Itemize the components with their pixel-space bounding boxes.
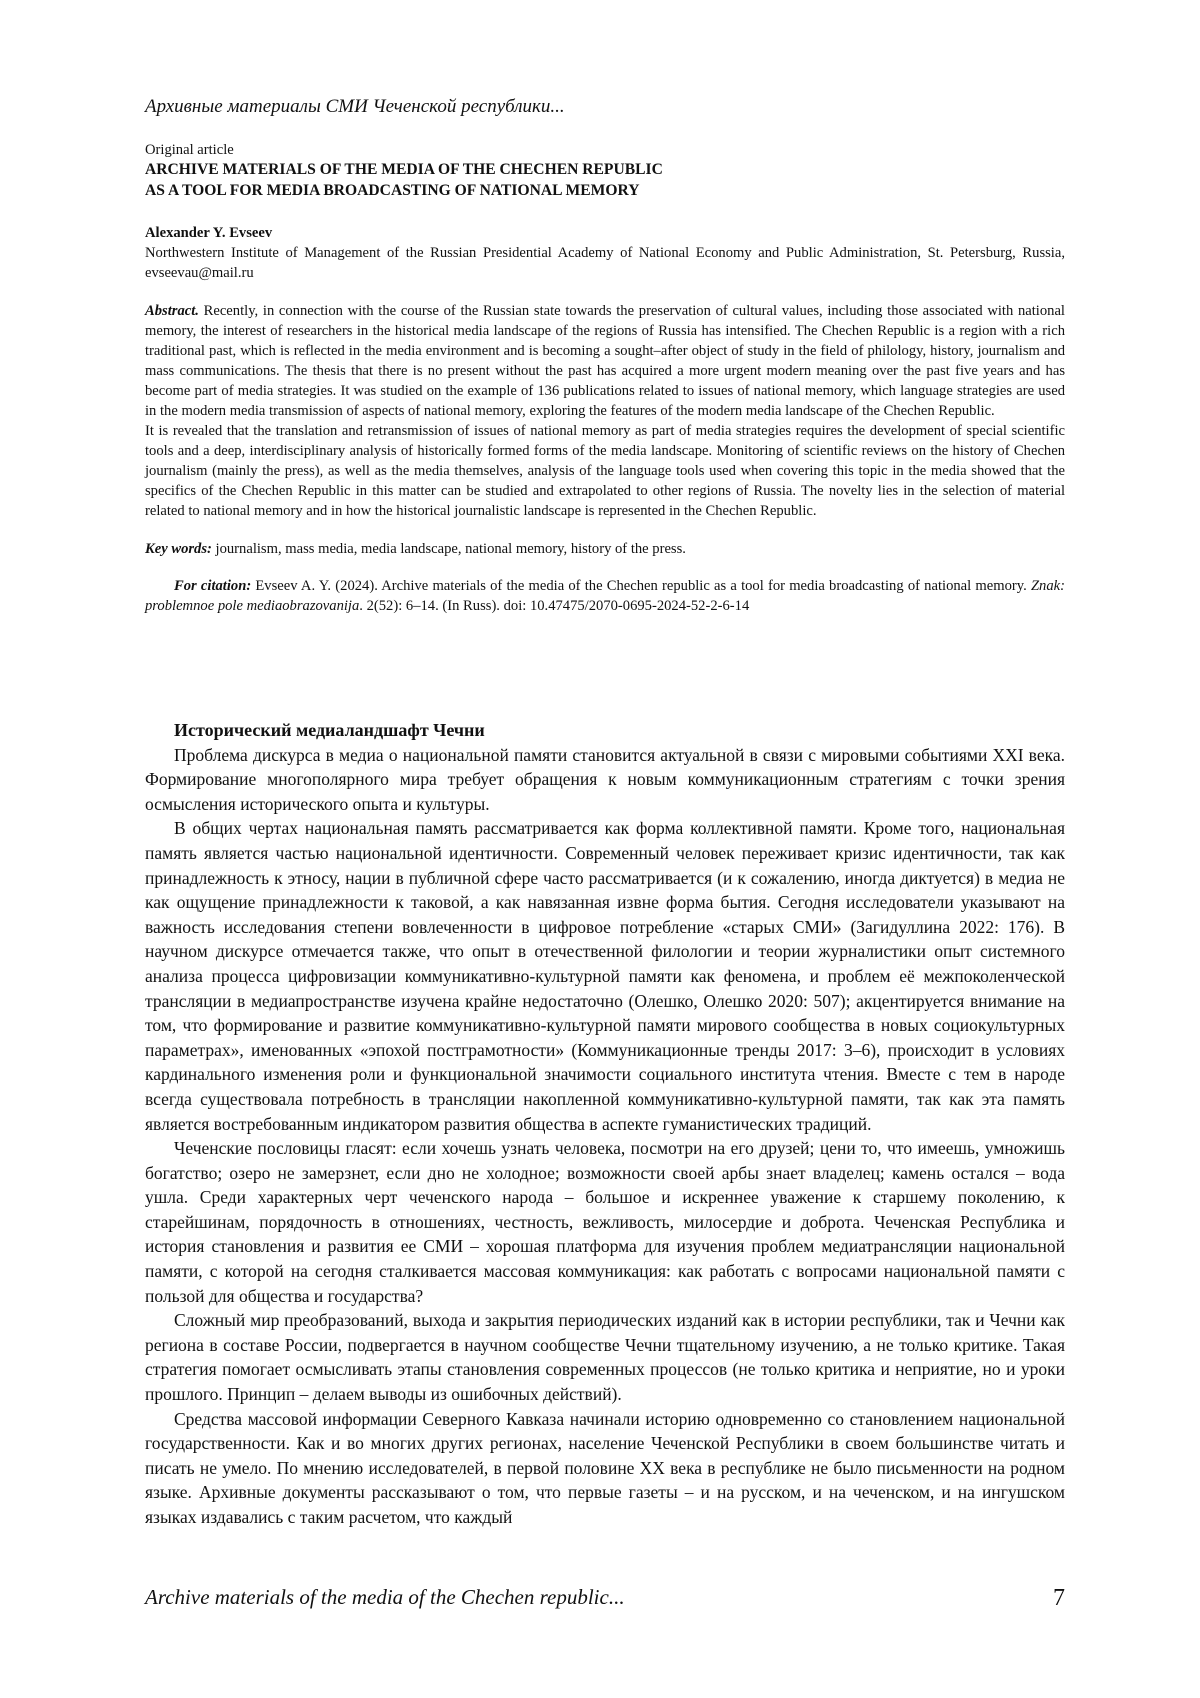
body-paragraph: Сложный мир преобразований, выхода и закрытия периодических изданий как в истории республики, так и Чечни как региона в составе России, подвергается в научном сообществе Чечни тщательному изучению, а не только критике. Такая стратегия помогает осмысливать этапы становления современных процессов (не только критика и неприятие, но и уроки прошлого. Принцип – делаем выводы из ошибочных действий).	[145, 1310, 1065, 1405]
keywords-text: journalism, mass media, media landscape, national memory, history of the press.	[211, 541, 686, 557]
abstract	[145, 301, 1065, 521]
abstract-paragraph-2: It is revealed that the translation and retransmission of issues of national memory as part of media strategies requires the development of special scientific tools and a deep, interdisciplinary analysis of historically formed forms of the media landscape. Monitoring of scientific reviews on the history of Chechen journalism (mainly the press), as well as the media themselves, analysis of the language tools used when covering this topic in the media showed that the specifics of the Chechen Republic in this matter can be studied and extrapolated to other regions of Russia. The novelty lies in the selection of material related to national memory and in how the historical journalistic landscape is represented in the Chechen Republic.	[145, 423, 1065, 519]
citation-details: . 2(52): 6–14. (In Russ). doi: 10.47475/2070-0695-2024-52-2-6-14	[359, 598, 750, 614]
article-type-label: Original article	[145, 142, 234, 158]
keywords-label: Key words:	[145, 541, 212, 557]
article-title-line-1: ARCHIVE MATERIALS OF THE MEDIA OF THE CHECHEN REPUBLIC	[145, 161, 663, 178]
citation-journal: Znak: problemnoe pole mediaobrazovanija	[145, 578, 1065, 614]
page-footer	[145, 1585, 1065, 1610]
citation	[145, 576, 1065, 616]
citation-text: Evseev A. Y. (2024). Archive materials of the media of the Chechen republic as a tool for media broadcasting of national memory.	[251, 578, 1031, 594]
body-paragraph: Проблема дискурса в медиа о национальной памяти становится актуальной в связи с мировыми событиями XXI века. Формирование многополярного мира требует обращения к новым коммуникационным стратегиям с точки зрения осмысления исторического опыта и культуры.	[145, 744, 1065, 814]
abstract-text-1: Recently, in connection with the course of the Russian state towards the preservation of cultural values, including those associated with national memory, the interest of researchers in the historical media landscape of the regions of Russia has intensified. The Chechen Republic is a region with a rich traditional past, which is reflected in the media environment and is becoming a sought–after object of study in the field of philology, history, journalism and mass communications. The thesis that there is no present without the past has acquired a more urgent modern meaning over the past five years and has become part of media strategies. It was studied on the example of 136 publications related to issues of national memory, which language strategies are used in the modern media transmission of aspects of national memory, exploring the features of the modern media landscape of the Chechen Republic.	[145, 303, 1065, 419]
footer-running-title: Archive materials of the media of the Chechen republic...	[145, 1585, 625, 1609]
abstract-paragraph-1	[145, 301, 1065, 421]
citation-label: For citation:	[174, 578, 252, 594]
article-title-line-2: AS A TOOL FOR MEDIA BROADCASTING OF NATIONAL MEMORY	[145, 181, 640, 199]
article-body	[145, 718, 1065, 1530]
body-paragraph: Средства массовой информации Северного Кавказа начинали историю одновременно со становлением национальной государственности. Как и во многих других регионах, население Чеченской Республики в своем большинстве читать и писать не умело. По мнению исследователей, в первой половине XX века в республике не было письменности на родном языке. Архивные документы рассказывают о том, что первые газеты – и на русском, и на чеченском, и на ингушском языках издавались с таким расчетом, что каждый	[145, 1408, 1065, 1527]
author-name: Alexander Y. Evseev	[145, 225, 273, 241]
article-front-matter	[145, 140, 1065, 616]
author-affiliation: Northwestern Institute of Management of the Russian Presidential Academy of National Economy and Public Administration, St. Petersburg, Russia, evseevau@mail.ru	[145, 245, 1065, 281]
keywords	[145, 539, 1065, 559]
body-paragraph: В общих чертах национальная память рассматривается как форма коллективной памяти. Кроме того, национальная память является частью национальной идентичности. Современный человек переживает кризис идентичности, так как принадлежность к этносу, нации в публичной сфере часто рассматривается (и к сожалению, иногда диктуется) в медиа не как ощущение принадлежности к таковой, а как навязанная извне форма бытия. Сегодня исследователи указывают на важность исследования степени вовлеченности в цифровое потребление «старых СМИ» (Загидуллина 2022: 176). В научном дискурсе отмечается также, что опыт в отечественной филологии и теории журналистики опыт системного анализа процесса цифровизации коммуникативно-культурной памяти как феномена, и проблем её межпоколенческой трансляции в медиапространстве изучена крайне недостаточно (Олешко, Олешко 2020: 507); акцентируется внимание на том, что формирование и развитие коммуникативно-культурной памяти мирового сообщества в новых социокультурных параметрах», именованных «эпохой постграмотности» (Коммуникационные тренды 2017: 3–6), происходит в условиях кардинального изменения роли и функциональной значимости социального института чтения. Вместе с тем в народе всегда существовала потребность в трансляции накопленной коммуникативно-культурной памяти, так как эта память является востребованным индикатором развития общества в аспекте гуманистических традиций.	[145, 818, 1065, 1134]
abstract-label: Abstract.	[145, 303, 199, 319]
body-paragraph: Чеченские пословицы гласят: если хочешь узнать человека, посмотри на его друзей; цени то, что имеешь, умножишь богатство; озеро не замерзнет, если дно не холодное; возможности своей арбы знает владелец; камень остался – вода ушла. Среди характерных черт чеченского народа – большое и искреннее уважение к старшему поколению, к старейшинам, порядочность в отношениях, честность, вежливость, милосердие и доброта. Чеченская Республика и история становления и развития ее СМИ – хорошая платформа для изучения проблем медиатрансляции национальной памяти, с которой на сегодня сталкивается массовая коммуникация: как работать с вопросами национальной памяти с пользой для общества и государства?	[145, 1138, 1065, 1306]
running-header: Архивные материалы СМИ Чеченской республики...	[145, 96, 565, 117]
section-heading: Исторический медиаландшафт Чечни	[174, 720, 485, 740]
page-number: 7	[1053, 1585, 1065, 1611]
